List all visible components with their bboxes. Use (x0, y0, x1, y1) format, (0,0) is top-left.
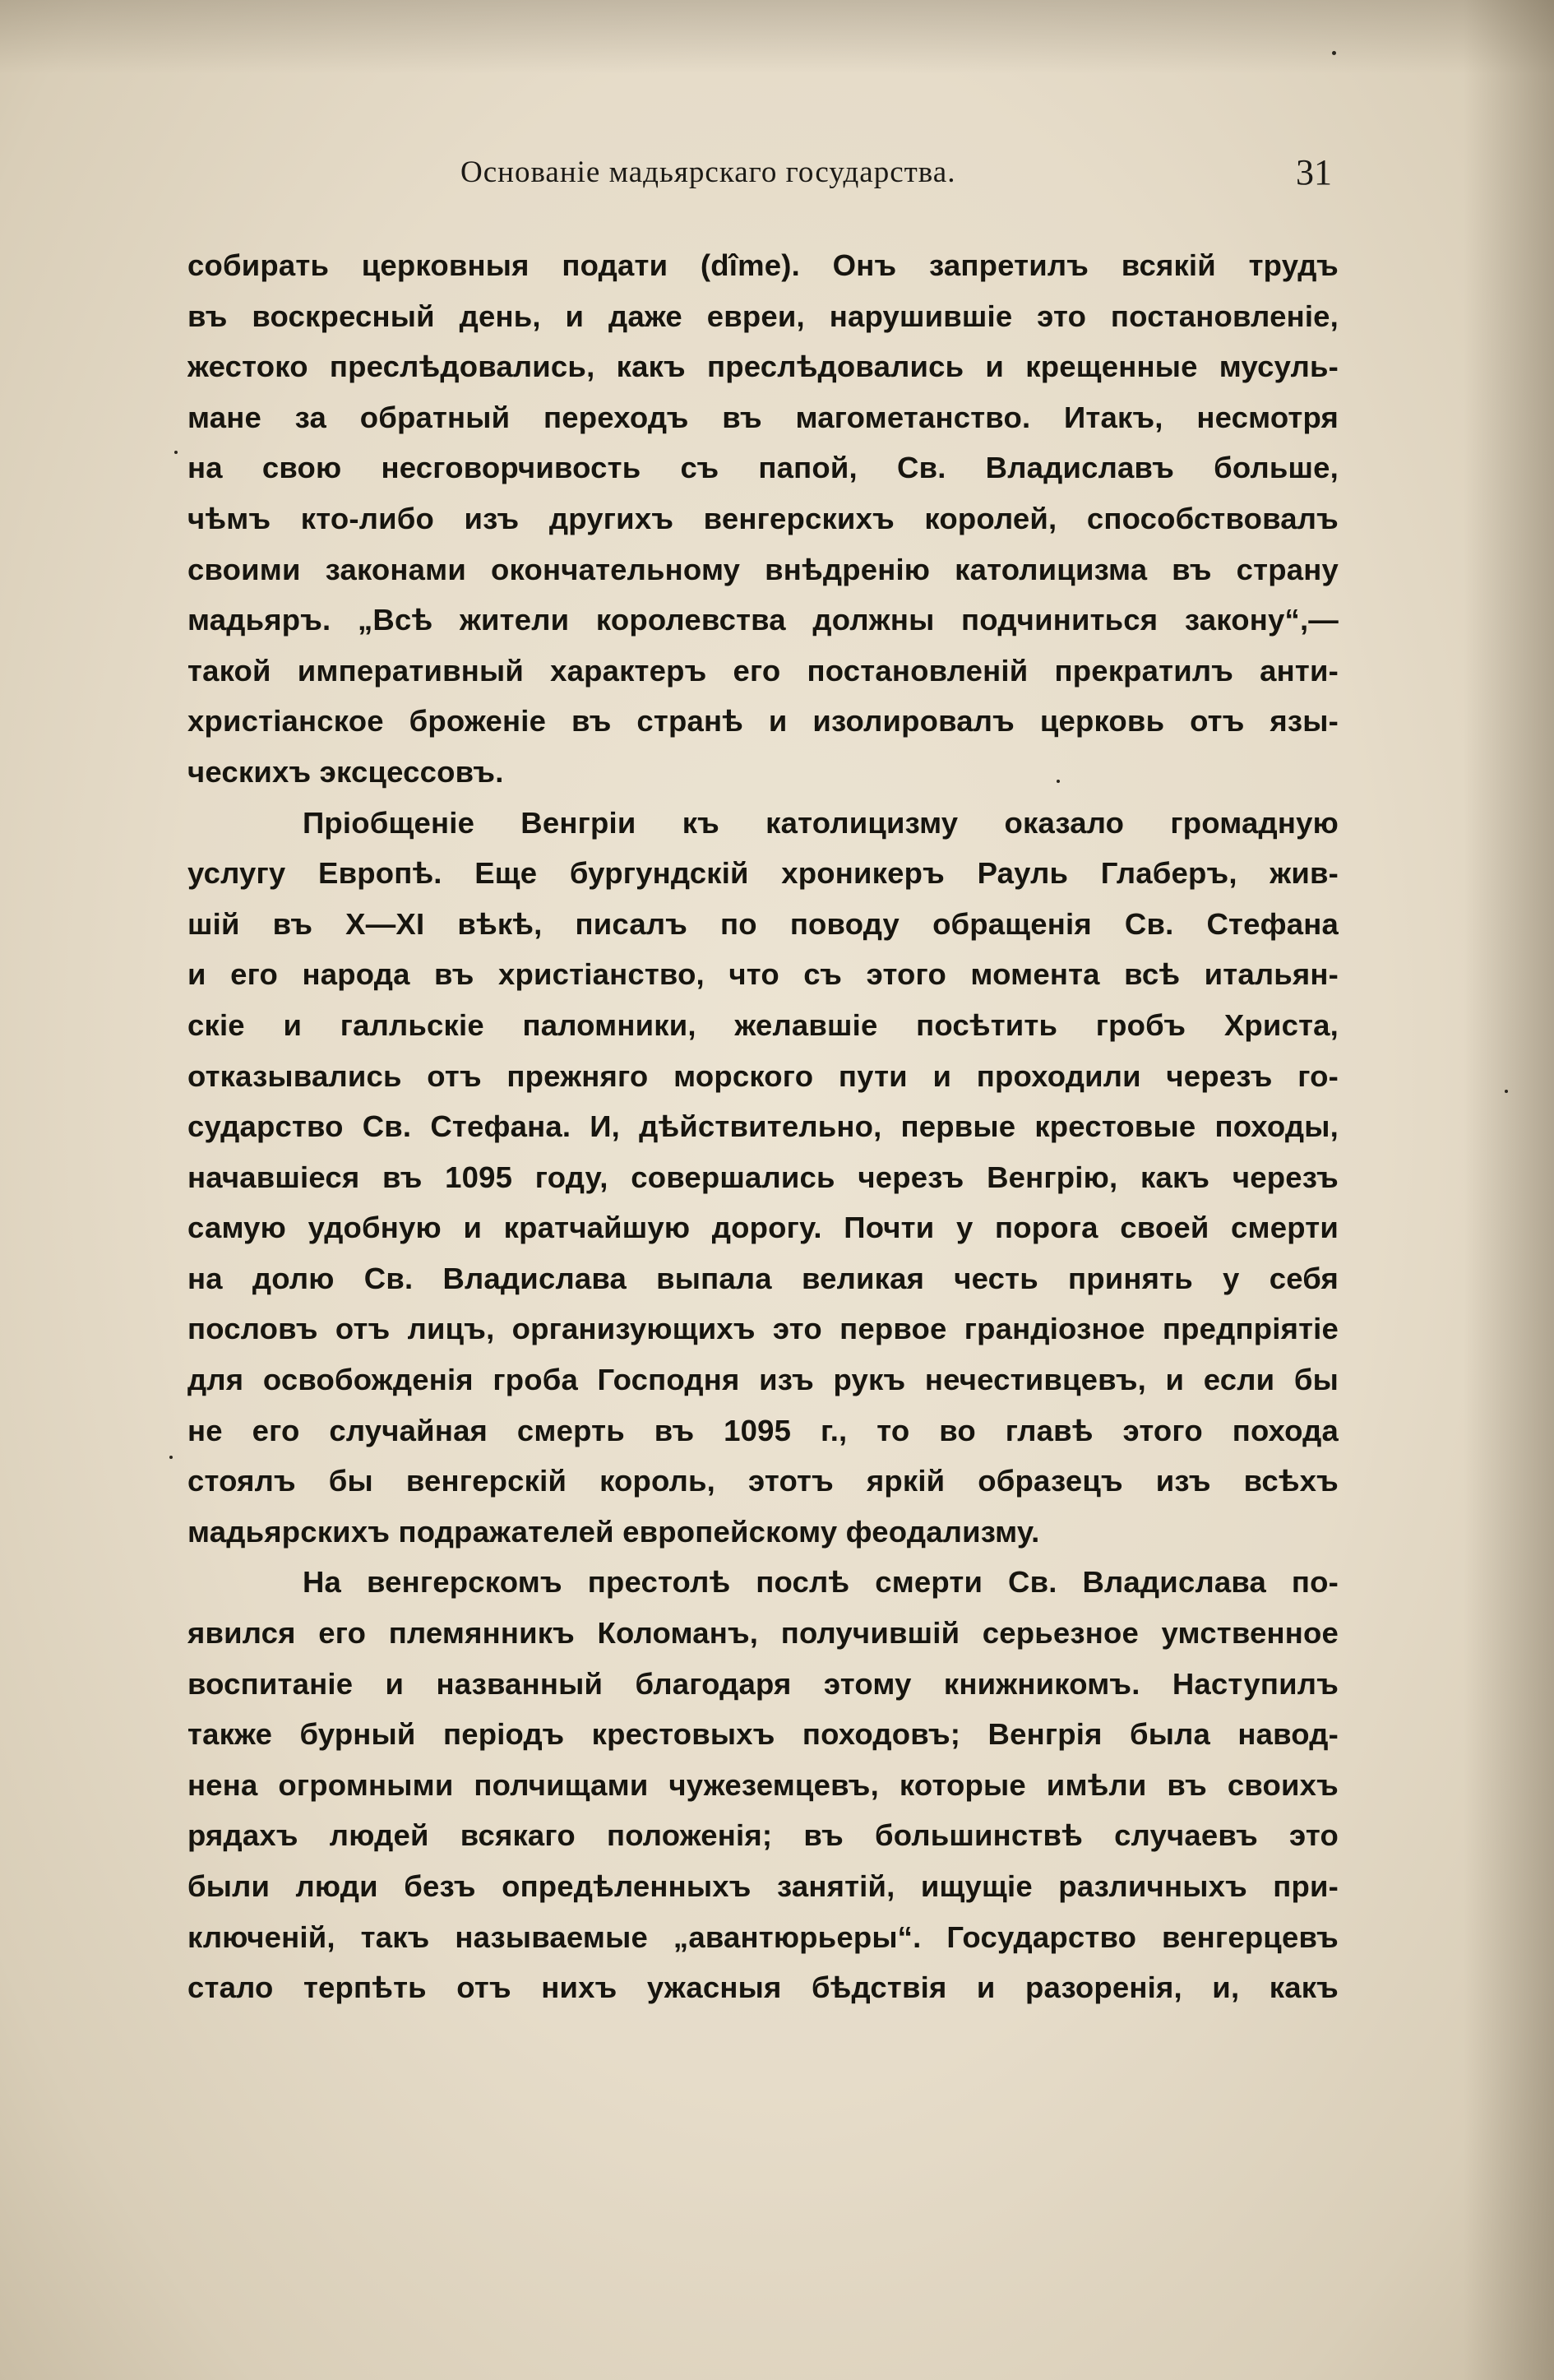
text-line: собирать церковныя подати (dîme). Онъ запретилъ всякій трудъ (187, 248, 1339, 282)
text-line: воспитаніе и названный благодаря этому книжникомъ. Наступилъ (187, 1666, 1339, 1701)
text-line: стоялъ бы венгерскій король, этотъ яркій образецъ изъ всѣхъ (187, 1464, 1339, 1498)
text-line: скіе и галльскіе паломники, желавшіе посѣтить гробъ Христа, (187, 1007, 1339, 1042)
scan-speck (169, 1456, 173, 1459)
text-line: на свою несговорчивость съ папой, Св. Владиславъ больше, (187, 451, 1339, 485)
text-line: рядахъ людей всякаго положенія; въ большинствѣ случаевъ это (187, 1818, 1339, 1853)
running-title: Основаніе мадьярскаго государства. (460, 155, 956, 189)
scan-speck (1057, 780, 1060, 783)
text-line: также бурный періодъ крестовыхъ походовъ; Венгрія была навод- (187, 1717, 1339, 1752)
scan-speck (1505, 1090, 1508, 1093)
text-line: въ воскресный день, и даже евреи, нарушившіе это постановленіе, (187, 299, 1339, 333)
text-line: На венгерскомъ престолѣ послѣ смерти Св. Владислава по- (303, 1565, 1339, 1600)
text-line: чѣмъ кто-либо изъ другихъ венгерскихъ королей, способствовалъ (187, 501, 1339, 535)
page-number: 31 (1296, 152, 1332, 192)
text-line: ческихъ эксцессовъ. (187, 754, 504, 789)
page-edge-shadow-right (1464, 0, 1554, 2380)
text-line: жестоко преслѣдовались, какъ преслѣдовались и крещенные мусуль- (187, 350, 1339, 384)
text-line: и его народа въ христіанство, что съ этого момента всѣ итальян- (187, 957, 1339, 992)
paragraph-2 (187, 798, 1339, 1558)
scan-speck (174, 451, 178, 454)
scan-speck (1332, 51, 1336, 55)
text-line: услугу Европѣ. Еще бургундскій хроникеръ Рауль Глаберъ, жив- (187, 856, 1339, 891)
text-line: для освобожденія гроба Господня изъ рукъ нечестивцевъ, и если бы (187, 1363, 1339, 1397)
page-edge-shadow-top (0, 0, 1554, 74)
text-line: пословъ отъ лицъ, организующихъ это первое грандіозное предпріятіе (187, 1312, 1339, 1346)
paragraph-3 (187, 1557, 1339, 2012)
text-line: мане за обратный переходъ въ магометанство. Итакъ, несмотря (187, 400, 1339, 434)
text-line: начавшіеся въ 1095 году, совершались черезъ Венгрію, какъ черезъ (187, 1160, 1339, 1194)
text-line: христіанское броженіе въ странѣ и изолировалъ церковь отъ язы- (187, 704, 1339, 739)
text-line: нена огромными полчищами чужеземцевъ, которые имѣли въ своихъ (187, 1767, 1339, 1802)
text-line: на долю Св. Владислава выпала великая честь принять у себя (187, 1261, 1339, 1295)
text-line: своими законами окончательному внѣдренію католицизма въ страну (187, 552, 1339, 586)
text-line: не его случайная смерть въ 1095 г., то во главѣ этого похода (187, 1413, 1339, 1447)
text-line: шій въ X—XI вѣкѣ, писалъ по поводу обращенія Св. Стефана (187, 906, 1339, 941)
paragraph-1 (187, 240, 1339, 798)
text-line: мадьярскихъ подражателей европейскому феодализму. (187, 1514, 1040, 1549)
text-line: явился его племянникъ Коломанъ, получившій серьезное умственное (187, 1616, 1339, 1651)
body-text (187, 240, 1339, 2013)
text-line: сударство Св. Стефана. И, дѣйствительно, первые крестовые походы, (187, 1109, 1339, 1144)
text-line: самую удобную и кратчайшую дорогу. Почти у порога своей смерти (187, 1211, 1339, 1245)
text-line: Пріобщеніе Венгріи къ католицизму оказало громадную (303, 805, 1339, 840)
text-line: мадьяръ. „Всѣ жители королевства должны подчиниться закону“,— (187, 603, 1339, 637)
text-line: такой императивный характеръ его постановленій прекратилъ анти- (187, 653, 1339, 688)
text-line: были люди безъ опредѣленныхъ занятій, ищущіе различныхъ при- (187, 1869, 1339, 1903)
page-header (460, 148, 1332, 206)
text-line: отказывались отъ прежняго морского пути и проходили черезъ го- (187, 1058, 1339, 1093)
text-line: стало терпѣть отъ нихъ ужасныя бѣдствія и разоренія, и, какъ (187, 1970, 1339, 2005)
text-line: ключеній, такъ называемые „авантюрьеры“. Государство венгерцевъ (187, 1919, 1339, 1954)
